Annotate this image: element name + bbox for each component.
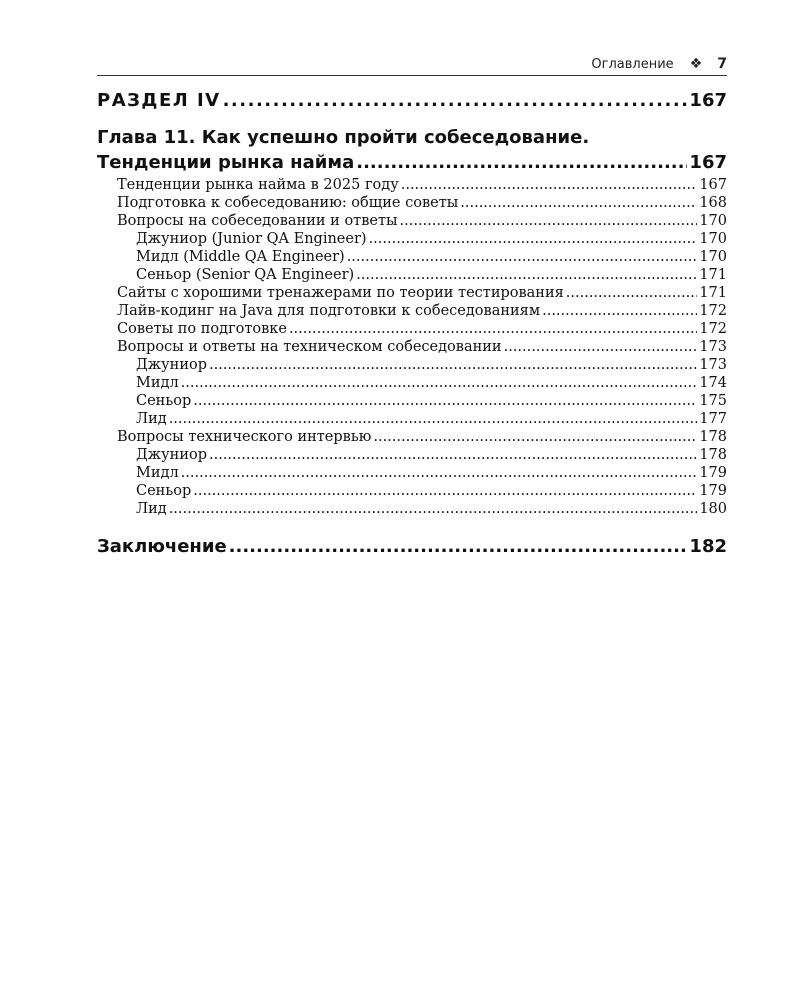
toc-entry-title: Лид <box>136 501 167 517</box>
toc-entry-page: 180 <box>699 501 727 517</box>
dot-leader <box>229 532 688 562</box>
toc-chapter-page: 167 <box>689 152 727 173</box>
toc-entry-title: Вопросы и ответы на техническом собеседовании <box>117 339 502 355</box>
toc-entry[interactable] <box>97 212 727 230</box>
header-rule <box>97 75 727 76</box>
dot-leader <box>356 266 697 284</box>
toc-entry-title: Советы по подготовке <box>117 321 287 337</box>
toc-entry-page: 173 <box>699 339 727 355</box>
dot-leader <box>504 338 698 356</box>
toc-entry[interactable] <box>97 410 727 428</box>
dot-leader <box>169 500 698 518</box>
toc-entry[interactable] <box>97 356 727 374</box>
dot-leader <box>193 482 697 500</box>
toc-entry-title: Вопросы технического интервью <box>117 429 372 445</box>
toc-chapter-entry[interactable] <box>97 150 727 176</box>
toc-entry-page: 177 <box>699 411 727 427</box>
dot-leader <box>181 374 698 392</box>
toc-part-page: 167 <box>689 90 727 111</box>
toc-entry-page: 178 <box>699 429 727 445</box>
toc-entry[interactable] <box>97 230 727 248</box>
page-number: 7 <box>717 56 727 72</box>
toc-entry-title: Мидл <box>136 465 179 481</box>
dot-leader <box>400 212 698 230</box>
toc-entry[interactable] <box>97 320 727 338</box>
toc-entry[interactable] <box>97 464 727 482</box>
toc-entry-title: Джуниор <box>136 357 207 373</box>
toc-entry[interactable] <box>97 266 727 284</box>
toc-conclusion-title: Заключение <box>97 536 227 557</box>
toc-entry[interactable] <box>97 374 727 392</box>
toc-entry-title: Сеньор (Senior QA Engineer) <box>136 267 355 283</box>
dot-leader <box>209 446 697 464</box>
dot-leader <box>356 150 687 176</box>
table-of-contents <box>97 86 727 562</box>
dot-leader <box>566 284 698 302</box>
dot-leader <box>347 248 698 266</box>
toc-entry[interactable] <box>97 482 727 500</box>
dot-leader <box>209 356 697 374</box>
toc-entry-page: 179 <box>699 465 727 481</box>
toc-items <box>97 176 727 518</box>
dot-leader <box>373 428 697 446</box>
dot-leader <box>289 320 697 338</box>
toc-entry-page: 172 <box>699 321 727 337</box>
toc-entry-title: Лид <box>136 411 167 427</box>
toc-entry[interactable] <box>97 446 727 464</box>
toc-entry[interactable] <box>97 284 727 302</box>
toc-entry-page: 167 <box>699 177 727 193</box>
toc-part-entry[interactable] <box>97 86 727 116</box>
toc-entry[interactable] <box>97 302 727 320</box>
toc-entry[interactable] <box>97 248 727 266</box>
toc-entry[interactable] <box>97 194 727 212</box>
toc-entry-title: Джуниор <box>136 447 207 463</box>
dot-leader <box>181 464 698 482</box>
toc-entry-page: 171 <box>699 267 727 283</box>
toc-entry-title: Лайв-кодинг на Java для подготовки к собеседованиям <box>117 303 541 319</box>
toc-chapter-title-line1[interactable]: Глава 11. Как успешно пройти собеседование. <box>97 127 590 148</box>
ornament-icon: ❖ <box>689 56 703 72</box>
dot-leader <box>542 302 697 320</box>
dot-leader <box>193 392 697 410</box>
dot-leader <box>401 176 698 194</box>
toc-entry-title: Сеньор <box>136 393 192 409</box>
toc-entry[interactable] <box>97 392 727 410</box>
toc-entry-title: Мидл <box>136 375 179 391</box>
toc-entry-page: 168 <box>699 195 727 211</box>
toc-chapter-title-line2: Тенденции рынка найма <box>97 152 355 173</box>
dot-leader <box>169 410 698 428</box>
toc-entry-title: Сеньор <box>136 483 192 499</box>
toc-entry-title: Джуниор (Junior QA Engineer) <box>136 231 367 247</box>
dot-leader <box>369 230 698 248</box>
toc-entry-title: Тенденции рынка найма в 2025 году <box>117 177 399 193</box>
toc-entry-title: Мидл (Middle QA Engineer) <box>136 249 345 265</box>
toc-entry-page: 174 <box>699 375 727 391</box>
running-header <box>591 54 727 74</box>
toc-entry-title: Сайты с хорошими тренажерами по теории тестирования <box>117 285 564 301</box>
dot-leader <box>223 86 688 116</box>
toc-entry-page: 170 <box>699 249 727 265</box>
toc-entry-page: 170 <box>699 213 727 229</box>
toc-entry[interactable] <box>97 500 727 518</box>
toc-entry-page: 179 <box>699 483 727 499</box>
toc-entry-page: 172 <box>699 303 727 319</box>
dot-leader <box>460 194 697 212</box>
toc-entry[interactable] <box>97 428 727 446</box>
toc-entry-page: 175 <box>699 393 727 409</box>
toc-entry[interactable] <box>97 176 727 194</box>
toc-entry-page: 170 <box>699 231 727 247</box>
toc-entry-title: Вопросы на собеседовании и ответы <box>117 213 398 229</box>
toc-entry-page: 178 <box>699 447 727 463</box>
toc-entry-page: 171 <box>699 285 727 301</box>
toc-conclusion-entry[interactable] <box>97 532 727 562</box>
toc-part-title: РАЗДЕЛ IV <box>97 90 221 111</box>
toc-entry[interactable] <box>97 338 727 356</box>
toc-conclusion-page: 182 <box>689 536 727 557</box>
running-header-section: Оглавление <box>591 56 674 72</box>
toc-entry-title: Подготовка к собеседованию: общие советы <box>117 195 459 211</box>
toc-entry-page: 173 <box>699 357 727 373</box>
